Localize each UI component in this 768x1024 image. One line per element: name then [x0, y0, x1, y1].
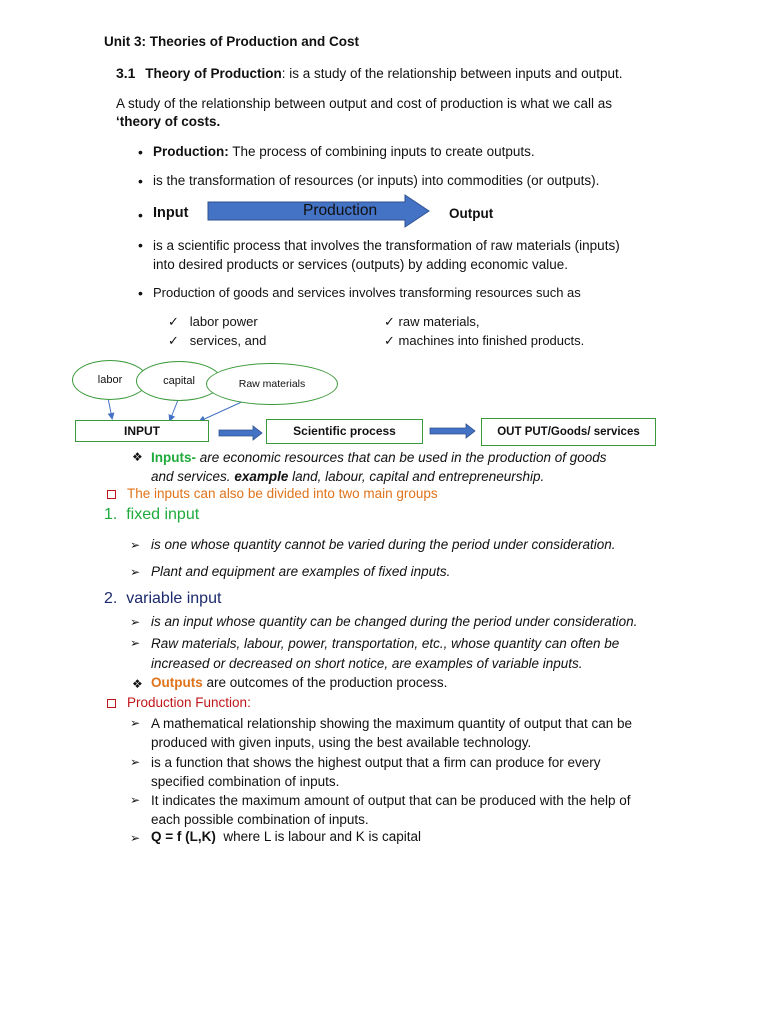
fixed-number: 1. — [104, 506, 118, 523]
intro-bold: ‘theory of costs. — [116, 114, 221, 129]
variable-p2-l2: increased or decreased on short notice, are examples of variable inputs. — [151, 656, 583, 671]
square-bullet-icon — [107, 490, 116, 499]
capital-connector — [170, 400, 178, 420]
square-bullet-icon — [107, 699, 116, 708]
bullet-scientific-l1: is a scientific process that involves the transformation of raw materials (inputs) — [153, 238, 620, 253]
bullet-goods: Production of goods and services involves transforming resources such as — [153, 285, 581, 300]
bullet-dot: • — [138, 207, 143, 223]
flow-output-label: Output — [449, 206, 494, 221]
pf-p1-l1: A mathematical relationship showing the maximum quantity of output that can be — [151, 716, 633, 731]
oval-capital: capital — [136, 361, 222, 401]
inputs-line1 — [151, 448, 669, 467]
inputs-text2c: land, labour, capital and entrepreneurship. — [292, 469, 545, 484]
fixed-p1: is one whose quantity cannot be varied during the period under consideration. — [151, 537, 616, 552]
diamond-bullet-icon: ❖ — [132, 677, 143, 691]
labor-connector — [108, 398, 112, 418]
oval-raw-materials: Raw materials — [206, 363, 338, 405]
arrow-bullet-icon: ➢ — [130, 565, 141, 579]
pf-formula: Q = f (L,K) — [151, 829, 216, 844]
variable-p1: is an input whose quantity can be changed during the period under consideration. — [151, 614, 638, 629]
arrow-process-output — [430, 424, 475, 438]
inputs-line2 — [151, 467, 544, 486]
outputs-text: are outcomes of the production process. — [206, 675, 448, 690]
arrow-bullet-icon: ➢ — [130, 538, 141, 552]
raw-connector — [200, 400, 246, 421]
check-label: machines into finished products. — [398, 333, 585, 348]
diamond-bullet-icon: ❖ — [132, 450, 143, 464]
inputs-text1: are economic resources that can be used in the production of goods — [199, 450, 607, 465]
variable-number: 2. — [104, 590, 118, 607]
pf-p2-l1: is a function that shows the highest output that a firm can produce for every — [151, 755, 601, 770]
groups-heading: The inputs can also be divided into two main groups — [127, 486, 438, 501]
check-icon: ✓ — [168, 314, 179, 329]
oval-labor: labor — [72, 360, 148, 400]
inputs-example: example — [234, 469, 289, 484]
fixed-p2: Plant and equipment are examples of fixed inputs. — [151, 564, 451, 579]
arrow-bullet-icon: ➢ — [130, 716, 141, 730]
flow-production-label: Production — [303, 202, 378, 219]
bullet-scientific-l2: into desired products or services (outputs) by adding economic value. — [153, 257, 568, 272]
outputs-label: Outputs — [151, 675, 203, 690]
pf-p4 — [151, 829, 421, 844]
section-number: 3.1 — [116, 65, 136, 81]
check-label: raw materials, — [398, 314, 480, 329]
arrow-bullet-icon: ➢ — [130, 755, 141, 769]
inputs-text2a: and services. — [151, 469, 231, 484]
check-icon: ✓ — [168, 333, 179, 348]
fixed-heading-text: fixed input — [126, 506, 200, 523]
pf-heading: Production Function: — [127, 695, 251, 710]
bullet-production-text: The process of combining inputs to create outputs. — [232, 144, 535, 159]
variable-heading — [104, 590, 221, 608]
box-input: INPUT — [75, 420, 209, 442]
pf-p2-l2: specified combination of inputs. — [151, 774, 340, 789]
variable-p2-l1: Raw materials, labour, power, transportation, etc., whose quantity can often be — [151, 636, 620, 651]
section-text: : is a study of the relationship between inputs and output. — [281, 66, 623, 81]
intro-line: A study of the relationship between output and cost of production is what we call as — [116, 96, 613, 111]
pf-p3-l2: each possible combination of inputs. — [151, 812, 369, 827]
flow-input-label: Input — [153, 205, 189, 221]
arrow-bullet-icon: ➢ — [130, 793, 141, 807]
outputs-line — [151, 675, 447, 690]
check-icon: ✓ — [384, 333, 395, 348]
bullet-transformation: is the transformation of resources (or inputs) into commodities (or outputs). — [153, 173, 600, 188]
variable-heading-text: variable input — [126, 590, 222, 607]
page-title: Unit 3: Theories of Production and Cost — [104, 34, 360, 49]
arrow-input-process — [219, 426, 262, 440]
bullet-dot: • — [138, 237, 143, 253]
check-label: services, and — [189, 333, 267, 348]
pf-formula-text: where L is labour and K is capital — [223, 829, 421, 844]
pf-p1-l2: produced with given inputs, using the best available technology. — [151, 735, 532, 750]
bullet-production-label: Production: — [153, 144, 229, 159]
check-icon: ✓ — [384, 314, 395, 329]
fixed-heading — [104, 506, 199, 524]
bullet-dot: • — [138, 173, 143, 189]
arrow-bullet-icon: ➢ — [130, 615, 141, 629]
pf-p3-l1: It indicates the maximum amount of output that can be produced with the help of — [151, 793, 631, 808]
section-heading: Theory of Production — [145, 66, 282, 81]
box-scientific-process: Scientific process — [266, 419, 423, 444]
arrow-bullet-icon: ➢ — [130, 831, 141, 845]
bullet-dot: • — [138, 285, 143, 301]
box-output: OUT PUT/Goods/ services — [481, 418, 656, 446]
check-label: labor power — [189, 314, 258, 329]
arrow-bullet-icon: ➢ — [130, 636, 141, 650]
bullet-dot: • — [138, 144, 143, 160]
inputs-label: Inputs- — [151, 450, 196, 465]
